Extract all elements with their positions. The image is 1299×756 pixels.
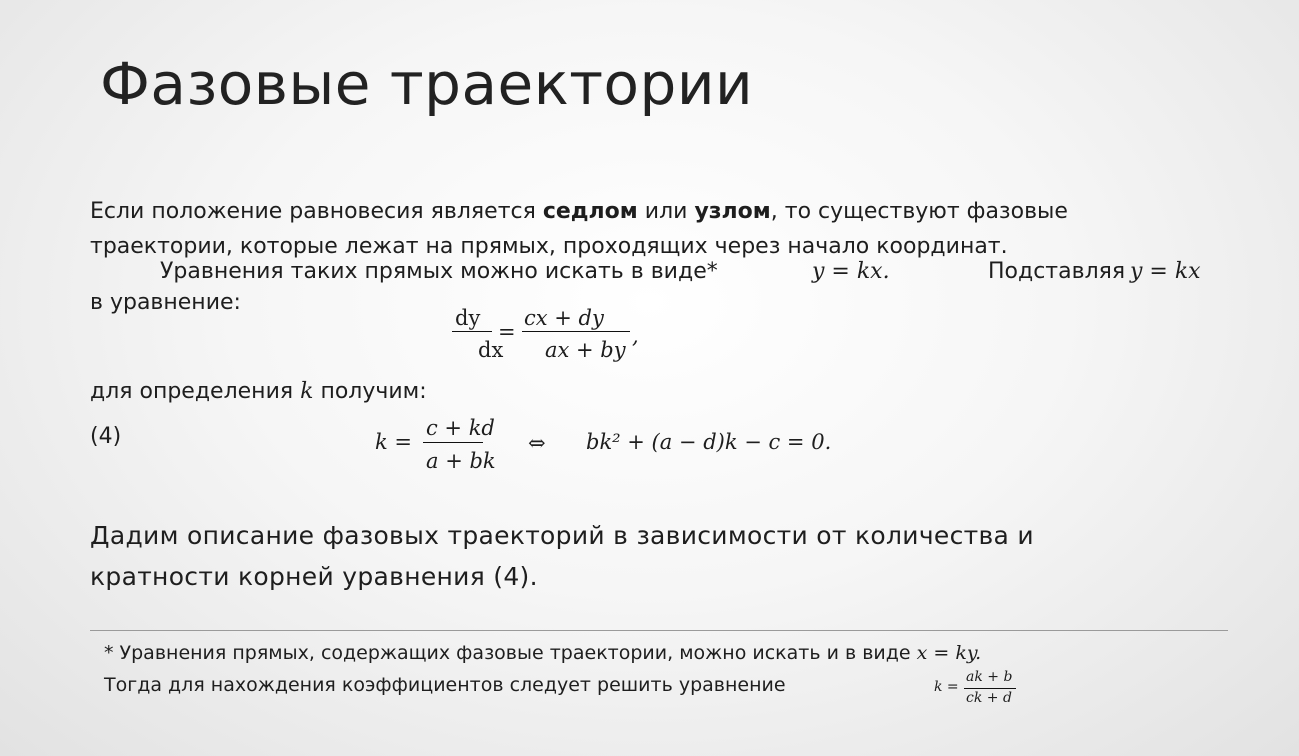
footnote-divider — [90, 630, 1228, 631]
footnote-line1 — [104, 642, 981, 664]
footnote-line2: Тогда для нахождения коэффициентов следует решить уравнение — [104, 674, 786, 696]
fraction-denominator: ck + d — [966, 690, 1012, 706]
fraction-denominator-dx: dx — [478, 338, 504, 362]
fraction-bar — [452, 331, 492, 332]
bold-term-node: узлом — [694, 199, 771, 224]
paragraph-description-line2: кратности корней уравнения (4). — [90, 562, 538, 591]
slide-title: Фазовые траектории — [100, 50, 754, 118]
substituting-text: Подставляя — [988, 259, 1126, 284]
fraction-numerator: cx + dy — [524, 306, 604, 330]
text-segment: Если положение равновесия является — [90, 199, 543, 224]
text-segment: , то существуют фазовые — [770, 199, 1068, 224]
paragraph-intro-line1 — [90, 198, 1068, 226]
iff-symbol: ⇔ — [528, 431, 546, 455]
equation-x-ky: x = ky. — [916, 642, 982, 664]
equation-y-kx: y = kx. — [812, 259, 890, 284]
text-segment: или — [637, 199, 695, 224]
quadratic-equation: bk² + (a − d)k − c = 0. — [586, 430, 832, 454]
equation-y-kx-2: y = kx — [1130, 259, 1201, 284]
text-segment: * Уравнения прямых, содержащих фазовые траектории, можно искать и в виде — [104, 642, 911, 664]
fraction-denominator: ax + by — [545, 338, 626, 362]
text-segment: для определения — [90, 379, 294, 404]
paragraph-intro-line2: траектории, которые лежат на прямых, проходящих через начало координат. — [90, 234, 1008, 259]
fraction-bar — [423, 442, 483, 443]
equation-number: (4) — [90, 424, 122, 449]
fraction-numerator: c + kd — [426, 416, 495, 440]
symbol-k: k — [300, 379, 314, 404]
paragraph-for-determining — [90, 378, 427, 406]
text-segment: получим: — [320, 379, 427, 404]
fraction-numerator-dy: dy — [455, 306, 481, 330]
comma: , — [632, 324, 639, 348]
equals-sign: = — [498, 320, 516, 344]
paragraph-search-text: Уравнения таких прямых можно искать в виде* — [160, 259, 718, 284]
fraction-bar — [964, 688, 1016, 689]
bold-term-saddle: седлом — [542, 199, 638, 224]
fraction-denominator: a + bk — [426, 449, 496, 473]
paragraph-description-line1: Дадим описание фазовых траекторий в зависимости от количества и — [90, 521, 1034, 550]
fraction-numerator: ak + b — [966, 669, 1013, 685]
paragraph-into-equation: в уравнение: — [90, 290, 241, 315]
fraction-bar — [522, 331, 630, 332]
equation-lhs-k: k = — [934, 679, 959, 695]
equation-lhs-k: k = — [375, 430, 412, 454]
